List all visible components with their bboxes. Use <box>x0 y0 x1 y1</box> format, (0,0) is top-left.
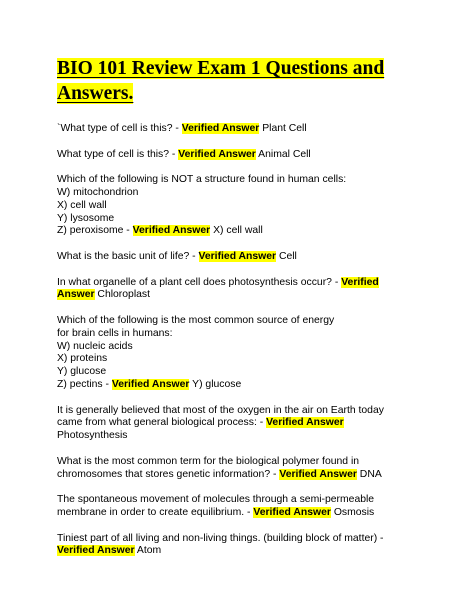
verified-answer-label: Verified Answer <box>198 250 277 262</box>
answer-text: X) cell wall <box>210 225 263 237</box>
verified-answer-label: Verified Answer <box>279 468 357 480</box>
question-text: Tiniest part of all living and non-living things. (building block of matter) - <box>57 532 384 544</box>
question-text-cont: came from what general biological process: - Verified Answer <box>57 417 344 429</box>
question-item <box>57 149 434 162</box>
question-item <box>57 123 434 136</box>
question-item <box>57 315 434 392</box>
verified-answer-label: Verified Answer <box>111 378 190 390</box>
answer-text: Chloroplast <box>94 289 150 301</box>
verified-answer-label: Verified Answer <box>178 148 256 160</box>
verified-answer-label: Verified Answer <box>132 225 211 237</box>
answer-line <box>57 545 434 558</box>
option-z: Z) pectins - Verified Answer Y) glucose <box>57 378 242 390</box>
verified-answer-label: Verified Answer <box>266 417 344 429</box>
option-x: X) cell wall <box>57 199 107 211</box>
option-y: Y) glucose <box>57 366 107 378</box>
answer-text: Animal Cell <box>255 148 311 160</box>
answer-text: DNA <box>356 468 382 480</box>
option-w: W) mitochondrion <box>57 186 139 198</box>
question-item <box>57 456 434 482</box>
question-item <box>57 277 434 303</box>
question-text: Which of the following is NOT a structure found in human cells: <box>57 174 347 186</box>
option-w: W) nucleic acids <box>57 340 133 352</box>
question-text: What type of cell is this? - Verified Answer Animal Cell <box>57 148 311 160</box>
question-text: It is generally believed that most of the oxygen in the air on Earth today <box>57 404 384 416</box>
question-text: In what organelle of a plant cell does photosynthesis occur? - Verified <box>57 276 379 288</box>
title-line-1: BIO 101 Review Exam 1 Questions and <box>57 58 385 79</box>
answer-text: Plant Cell <box>259 123 307 134</box>
verified-answer-label: Verified Answer <box>181 123 260 134</box>
question-text: The spontaneous movement of molecules through a semi-permeable <box>57 494 375 506</box>
answer-line <box>57 289 434 302</box>
question-text-cont: for brain cells in humans: <box>57 327 173 339</box>
question-text: What is the most common term for the biological polymer found in <box>57 455 360 467</box>
page-title <box>57 56 434 106</box>
question-text: What is the basic unit of life? - Verified Answer Cell <box>57 250 297 262</box>
answer-text: Atom <box>134 545 162 557</box>
answer-text: Cell <box>276 250 297 262</box>
question-text: `What type of cell is this? - Verified Answer Plant Cell <box>57 123 307 134</box>
title-line-2: Answers. <box>57 83 134 104</box>
answer-text: Y) glucose <box>189 378 242 390</box>
answer-text: Photosynthesis <box>57 430 128 442</box>
question-text-cont: membrane in order to create equilibrium. - Verified Answer Osmosis <box>57 506 375 518</box>
question-item <box>57 494 434 520</box>
answer-text: Osmosis <box>330 506 375 518</box>
option-x: X) proteins <box>57 353 108 365</box>
verified-answer-label: Verified Answer <box>57 545 135 557</box>
verified-answer-label-part1: Verified <box>341 276 379 288</box>
question-item <box>57 405 434 443</box>
question-text-cont: chromosomes that stores genetic information? - Verified Answer DNA <box>57 468 382 480</box>
option-z: Z) peroxisome - Verified Answer X) cell wall <box>57 225 263 237</box>
question-text: Which of the following is the most common source of energy <box>57 314 335 326</box>
question-item <box>57 251 434 264</box>
question-item <box>57 174 434 238</box>
verified-answer-label-part2: Answer <box>57 289 95 301</box>
question-item <box>57 533 434 559</box>
option-y: Y) lysosome <box>57 212 115 224</box>
verified-answer-label: Verified Answer <box>253 506 331 518</box>
